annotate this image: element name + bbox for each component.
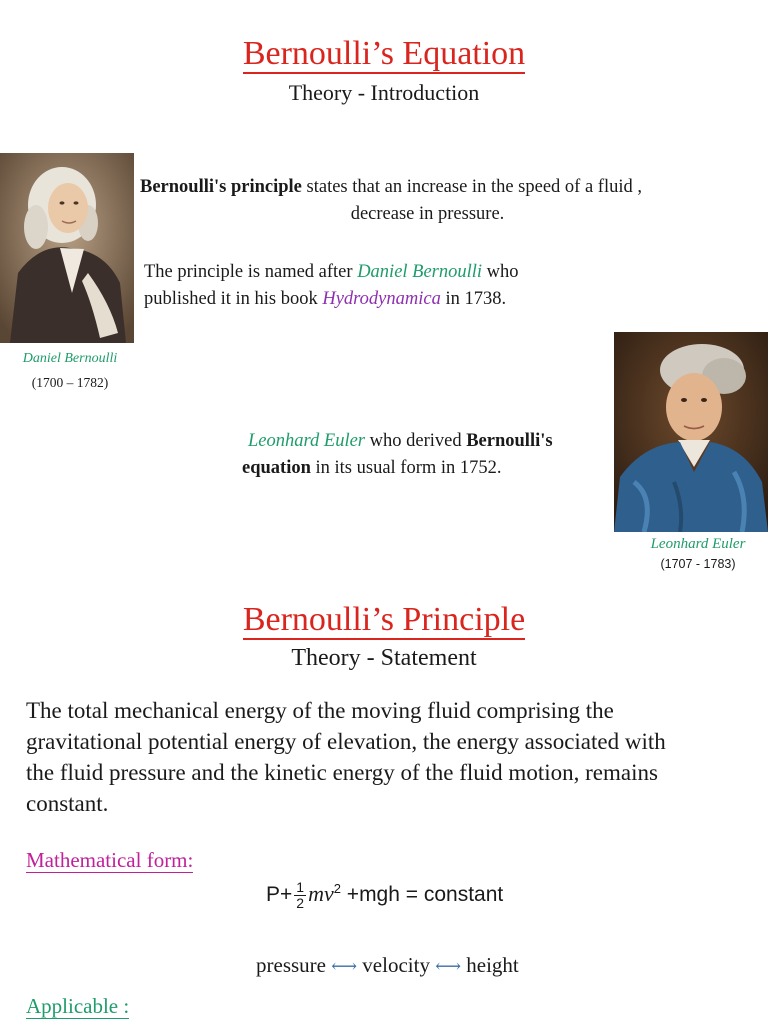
paragraph-line: constant. [26,791,109,816]
euler-bold-b: equation [242,458,311,478]
leonhard-euler-name: Leonhard Euler [248,431,365,451]
daniel-bernoulli-portrait [0,153,134,343]
euler-bold-a: Bernoulli's [466,431,553,451]
math-form-label: Mathematical form: [26,848,194,872]
paragraph-line: the fluid pressure and the kinetic energy of the fluid motion, remains [26,760,658,785]
book-title: Hydrodynamica [322,289,441,309]
double-arrow-icon: ⟷ [435,956,462,976]
named-text-d: in 1738. [440,289,507,309]
principle-line1 [140,174,740,201]
euler-text-a: who derived [365,431,467,451]
named-line2 [144,286,744,313]
formula-p: P+ [266,883,293,907]
principle-text: states that an increase in the speed of a fluid , [301,177,642,197]
section1-subtitle: Theory - Introduction [288,80,480,105]
bernoulli-caption-years: (1700 – 1782) [31,375,109,390]
formula-rest: +mgh = constant [340,883,504,907]
term-pressure: pressure [256,953,326,977]
principle-term: Bernoulli's principle [140,177,302,197]
bernoulli-caption-name: Daniel Bernoulli [22,351,118,366]
term-velocity: velocity [362,953,430,977]
formula-fraction [294,880,306,911]
fraction-numerator: 1 [296,879,305,895]
term-height: height [466,953,519,977]
double-arrow-icon: ⟷ [331,956,358,976]
applicable-label: Applicable : [26,994,130,1018]
statement-paragraph [26,695,746,819]
section2-subtitle: Theory - Statement [291,645,477,671]
euler-text-b: in its usual form in 1752. [310,458,502,478]
section2-title: Bernoulli’s Principle [242,601,526,638]
euler-line2 [242,455,622,482]
named-text-c: published it in his book [144,289,323,309]
daniel-bernoulli-name: Daniel Bernoulli [357,262,483,282]
euler-caption-years: (1707 - 1783) [660,557,736,571]
bernoulli-formula [266,880,503,911]
euler-line1 [248,428,628,455]
formula-mv: mv [308,881,334,907]
principle-line2: decrease in pressure. [350,204,505,224]
section1-title: Bernoulli’s Equation [242,35,526,72]
terms-row [256,953,519,978]
paragraph-line: gravitational potential energy of elevation, the energy associated with [26,729,666,754]
fraction-denominator: 2 [296,895,305,911]
leonhard-euler-portrait [614,332,768,532]
named-text-b: who [482,262,519,282]
euler-caption-name: Leonhard Euler [650,536,746,552]
named-line1 [144,259,744,286]
named-text-a: The principle is named after [144,262,358,282]
paragraph-line: The total mechanical energy of the moving fluid comprising the [26,698,614,723]
formula-exponent: 2 [333,881,341,897]
